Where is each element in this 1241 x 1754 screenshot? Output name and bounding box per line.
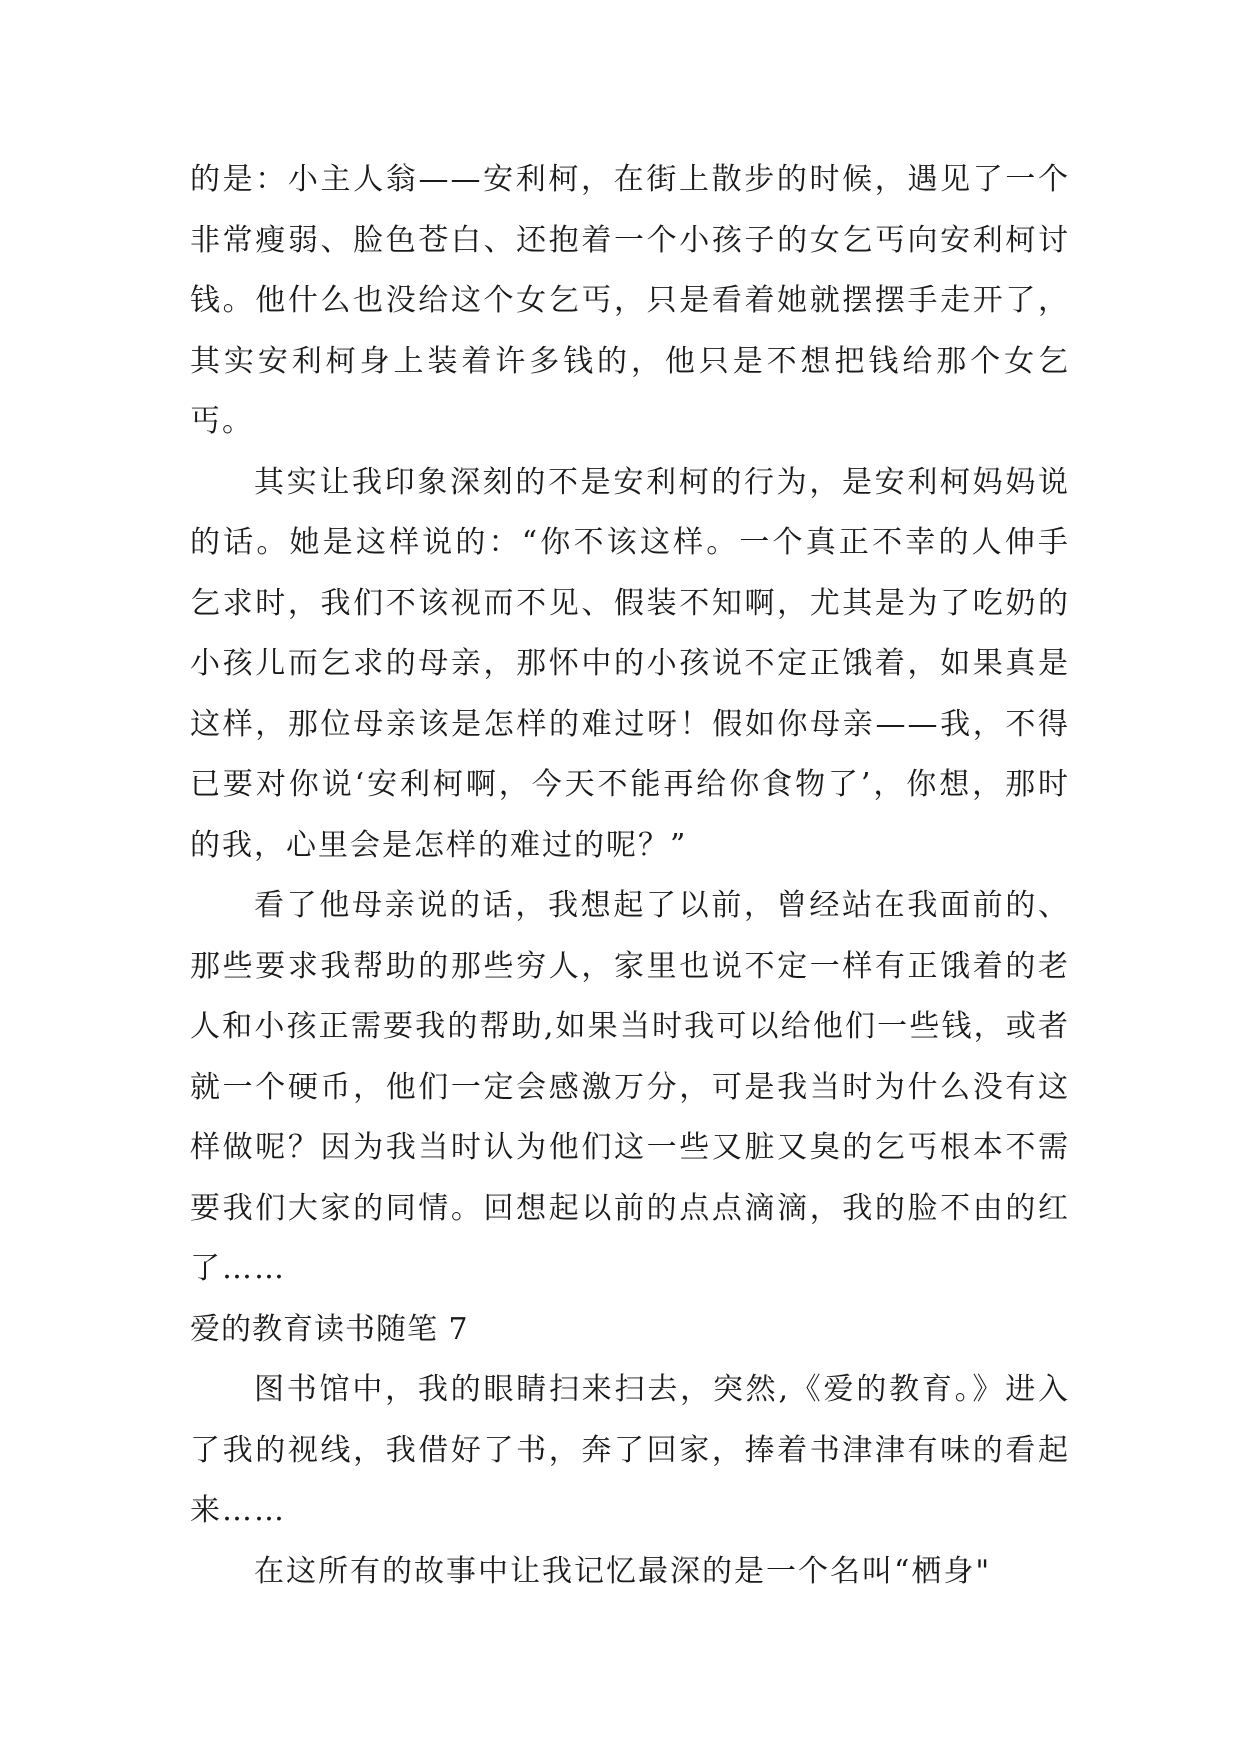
section-title: 爱的教育读书随笔 7 (190, 1311, 469, 1347)
section-paragraph-2: 在这所有的故事中让我记忆最深的是一个名叫“栖身" (254, 1553, 992, 1589)
paragraph-2: 其实让我印象深刻的不是安利柯的行为，是安利柯妈妈说的话。她是这样说的：“你不该这样。一个真正不幸的人伸手乞求时，我们不该视而不见、假装不知啊，尤其是为了吃奶的小孩儿而乞求的母亲，那怀中的小孩说不定正饿着，如果真是这样，那位母亲该是怎样的难过呀！假如你母亲——我，不得已要对你说‘安利柯啊，今天不能再给你食物了’，你想，那时的我，心里会是怎样的难过的呢？” (190, 464, 1070, 863)
paragraph-1: 的是：小主人翁——安利柯，在街上散步的时候，遇见了一个非常瘦弱、脸色苍白、还抱着一个小孩子的女乞丐向安利柯讨钱。他什么也没给这个女乞丐，只是看着她就摆摆手走开了，其实安利柯身上装着许多钱的，他只是不想把钱给那个女乞丐。 (190, 162, 1070, 439)
document-body (190, 150, 1070, 1602)
paragraph-3: 看了他母亲说的话，我想起了以前，曾经站在我面前的、那些要求我帮助的那些穷人，家里也说不定一样有正饿着的老人和小孩正需要我的帮助,如果当时我可以给他们一些钱，或者就一个硬币，他们一定会感激万分，可是我当时为什么没有这样做呢？因为我当时认为他们这一些又脏又臭的乞丐根本不需要我们大家的同情。回想起以前的点点滴滴，我的脸不由的红了…… (190, 888, 1070, 1286)
section-paragraph-1: 图书馆中，我的眼睛扫来扫去，突然,《爱的教育。》进入了我的视线，我借好了书，奔了回家，捧着书津津有味的看起来…… (190, 1372, 1070, 1528)
